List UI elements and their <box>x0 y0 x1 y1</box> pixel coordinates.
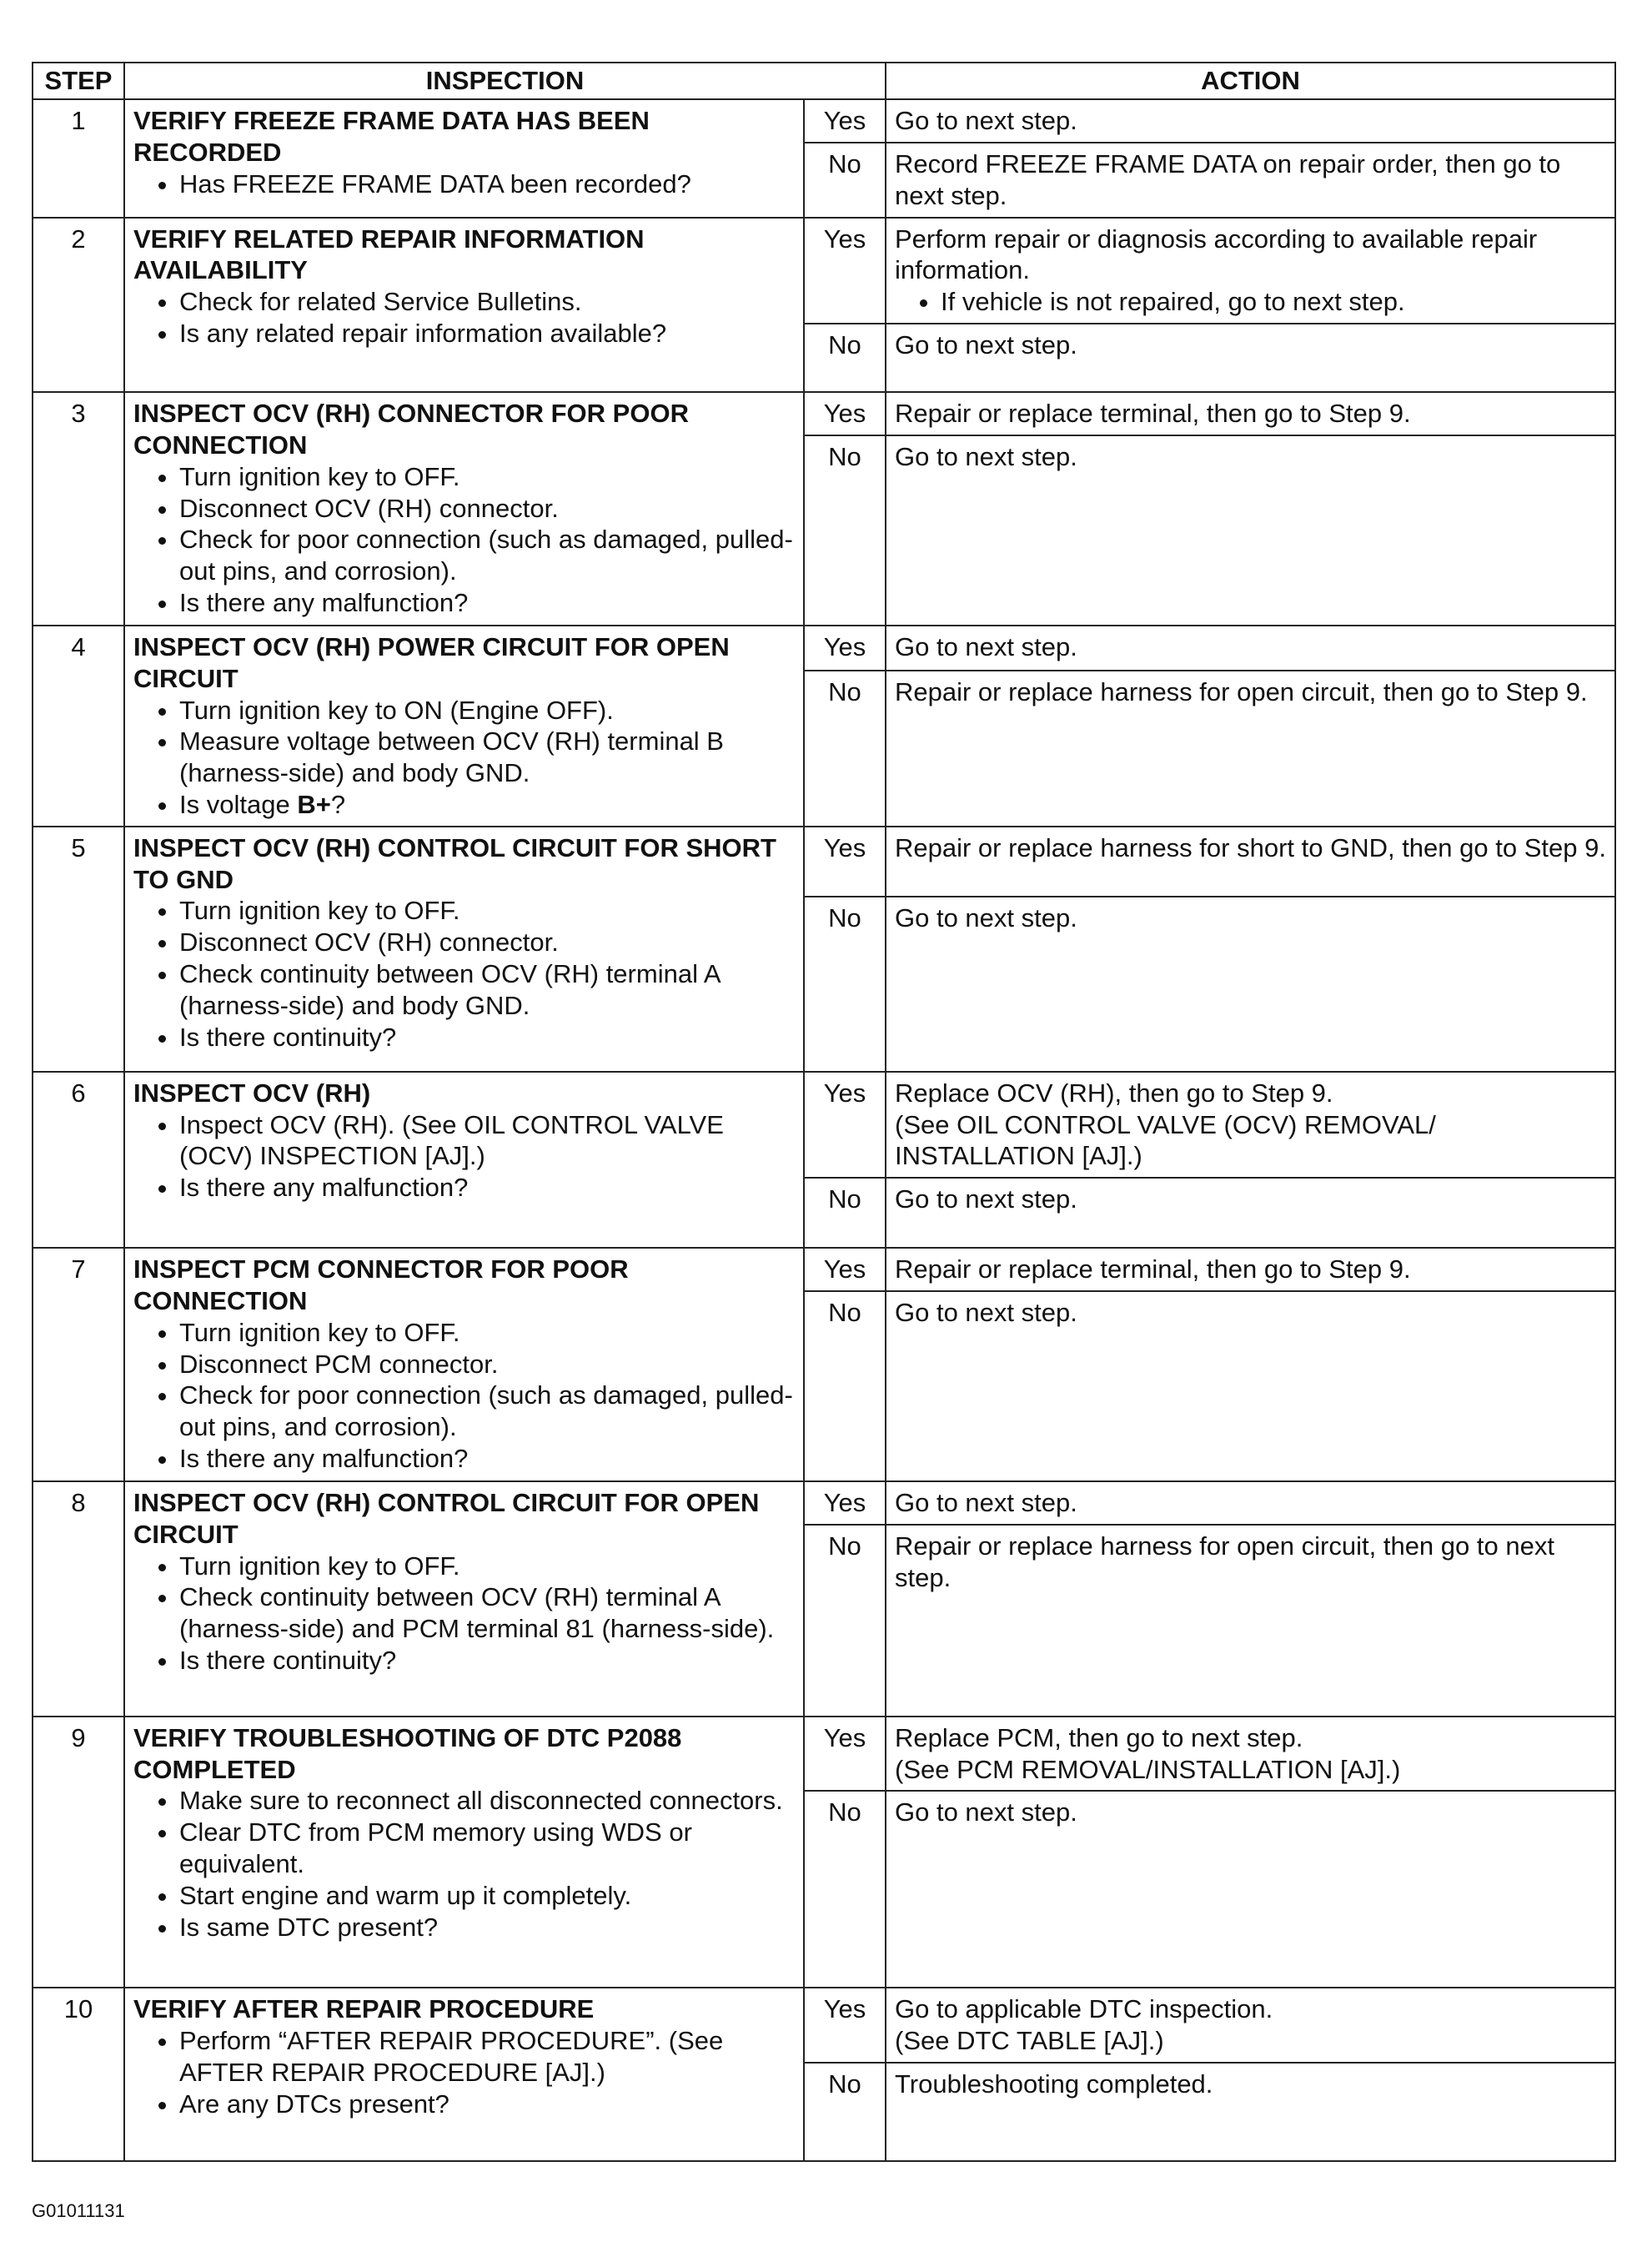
header-inspection: INSPECTION <box>124 63 886 99</box>
action-bullets <box>895 286 1606 318</box>
step-number: 10 <box>33 1988 124 2161</box>
inspection-bullet: • Is there any malfunction? <box>179 1172 795 1204</box>
inspection-bullet: • Check for poor connection (such as damaged, pulled-out pins, and corrosion). <box>179 524 795 587</box>
step-number: 9 <box>33 1717 124 1988</box>
action-no <box>886 1291 1615 1481</box>
action-yes <box>886 1481 1615 1525</box>
inspection-title: INSPECT OCV (RH) POWER CIRCUIT FOR OPEN CIRCUIT <box>133 631 730 693</box>
action-text: Perform repair or diagnosis according to available repair information. <box>895 224 1538 285</box>
action-text: (See PCM REMOVAL/INSTALLATION [AJ].) <box>895 1754 1401 1784</box>
inspection-cell <box>124 827 804 1072</box>
inspection-bullet: • Make sure to reconnect all disconnected connectors. <box>179 1785 795 1817</box>
action-text: Go to next step. <box>895 631 1077 661</box>
action-no <box>886 1178 1615 1248</box>
inspection-bullets <box>133 1317 795 1475</box>
inspection-bullet: • Turn ignition key to OFF. <box>179 1317 795 1349</box>
table-row <box>33 1072 1615 1178</box>
action-yes <box>886 626 1615 671</box>
action-text: (See DTC TABLE [AJ].) <box>895 2026 1164 2056</box>
inspection-bullet: • Is there any malfunction? <box>179 587 795 619</box>
yes-label: Yes <box>804 626 886 671</box>
inspection-cell <box>124 1481 804 1717</box>
action-text: Replace PCM, then go to next step. <box>895 1722 1303 1752</box>
action-yes <box>886 827 1615 897</box>
inspection-cell <box>124 392 804 626</box>
inspection-bullet: • Clear DTC from PCM memory using WDS or equivalent. <box>179 1817 795 1880</box>
action-text: Repair or replace terminal, then go to Step 9. <box>895 1254 1411 1284</box>
bullet-text: ? <box>330 789 346 819</box>
inspection-title: VERIFY RELATED REPAIR INFORMATION AVAILABILITY <box>133 224 645 285</box>
inspection-bullets <box>133 695 795 821</box>
step-number: 2 <box>33 218 124 392</box>
inspection-title: VERIFY TROUBLESHOOTING OF DTC P2088 COMPLETED <box>133 1722 682 1784</box>
table-row <box>33 827 1615 897</box>
no-label: No <box>804 1178 886 1248</box>
inspection-cell <box>124 99 804 218</box>
inspection-bullet: • Check for related Service Bulletins. <box>179 286 795 318</box>
action-bullet: • If vehicle is not repaired, go to next step. <box>941 286 1606 318</box>
inspection-bullet: • Measure voltage between OCV (RH) terminal B (harness-side) and body GND. <box>179 726 795 789</box>
inspection-bullets <box>133 168 795 200</box>
table-row <box>33 1248 1615 1291</box>
inspection-cell <box>124 1988 804 2161</box>
yes-label: Yes <box>804 1988 886 2063</box>
action-text: Go to applicable DTC inspection. <box>895 1994 1273 2024</box>
inspection-cell <box>124 1072 804 1248</box>
table-row <box>33 392 1615 435</box>
header-step: STEP <box>33 63 124 99</box>
inspection-bullet: • Is same DTC present? <box>179 1912 795 1943</box>
inspection-bullet: • Is there any malfunction? <box>179 1443 795 1475</box>
inspection-bullet: • Is there continuity? <box>179 1022 795 1053</box>
action-yes <box>886 1072 1615 1178</box>
header-row <box>33 63 1615 99</box>
action-text: Repair or replace harness for open circuit, then go to Step 9. <box>895 676 1588 706</box>
action-text: Go to next step. <box>895 1488 1077 1517</box>
action-text: Record FREEZE FRAME DATA on repair order, then go to next step. <box>895 149 1561 210</box>
header-action: ACTION <box>886 63 1615 99</box>
inspection-bullet <box>179 789 795 821</box>
action-yes <box>886 1717 1615 1792</box>
inspection-bullet: • Turn ignition key to OFF. <box>179 461 795 493</box>
step-number: 1 <box>33 99 124 218</box>
step-number: 7 <box>33 1248 124 1481</box>
inspection-bullets <box>133 286 795 349</box>
action-no <box>886 435 1615 626</box>
inspection-title: VERIFY FREEZE FRAME DATA HAS BEEN RECORDED <box>133 106 650 167</box>
step-number: 5 <box>33 827 124 1072</box>
troubleshooting-table <box>32 62 1616 2162</box>
no-label: No <box>804 324 886 392</box>
inspection-bullet: • Are any DTCs present? <box>179 2089 795 2120</box>
inspection-bullet: • Is any related repair information available? <box>179 318 795 349</box>
action-text: Go to next step. <box>895 330 1077 360</box>
action-text: Go to next step. <box>895 1184 1077 1214</box>
no-label: No <box>804 2063 886 2161</box>
inspection-title: INSPECT PCM CONNECTOR FOR POOR CONNECTION <box>133 1254 629 1315</box>
inspection-cell <box>124 1248 804 1481</box>
yes-label: Yes <box>804 1481 886 1525</box>
yes-label: Yes <box>804 392 886 435</box>
inspection-bullet: • Turn ignition key to ON (Engine OFF). <box>179 695 795 726</box>
action-no <box>886 324 1615 392</box>
inspection-bullet: • Check for poor connection (such as damaged, pulled-out pins, and corrosion). <box>179 1380 795 1443</box>
inspection-bullet: • Disconnect PCM connector. <box>179 1349 795 1380</box>
inspection-bullet: • Turn ignition key to OFF. <box>179 1551 795 1582</box>
action-no <box>886 143 1615 218</box>
action-text: Go to next step. <box>895 106 1077 135</box>
figure-code: G01011131 <box>32 2200 125 2221</box>
action-text: Replace OCV (RH), then go to Step 9. <box>895 1078 1333 1108</box>
step-number: 3 <box>33 392 124 626</box>
table-row <box>33 99 1615 143</box>
inspection-bullet: • Perform “AFTER REPAIR PROCEDURE”. (See AFTER REPAIR PROCEDURE [AJ].) <box>179 2025 795 2089</box>
yes-label: Yes <box>804 827 886 897</box>
bullet-bold-text: B+ <box>297 789 331 819</box>
no-label: No <box>804 671 886 827</box>
action-yes <box>886 1248 1615 1291</box>
action-text: Troubleshooting completed. <box>895 2069 1213 2099</box>
inspection-bullet: • Is there continuity? <box>179 1645 795 1676</box>
inspection-bullet: • Turn ignition key to OFF. <box>179 895 795 927</box>
action-text: Repair or replace harness for open circuit, then go to next step. <box>895 1531 1554 1592</box>
action-yes <box>886 1988 1615 2063</box>
action-no <box>886 1791 1615 1988</box>
inspection-title: INSPECT OCV (RH) <box>133 1078 371 1108</box>
no-label: No <box>804 1791 886 1988</box>
inspection-bullet: • Disconnect OCV (RH) connector. <box>179 927 795 958</box>
inspection-bullet: • Check continuity between OCV (RH) terminal A (harness-side) and PCM terminal 81 (harness-side). <box>179 1581 795 1645</box>
action-text: Repair or replace harness for short to GND, then go to Step 9. <box>895 832 1606 862</box>
action-no <box>886 897 1615 1072</box>
inspection-bullet: • Inspect OCV (RH). (See OIL CONTROL VALVE (OCV) INSPECTION [AJ].) <box>179 1109 795 1173</box>
table-row <box>33 1988 1615 2063</box>
bullet-text: Is voltage <box>179 789 298 819</box>
yes-label: Yes <box>804 1248 886 1291</box>
step-number: 4 <box>33 626 124 827</box>
table-row <box>33 626 1615 671</box>
no-label: No <box>804 435 886 626</box>
action-text: Go to next step. <box>895 902 1077 932</box>
inspection-bullets <box>133 1551 795 1676</box>
inspection-bullets <box>133 1785 795 1943</box>
yes-label: Yes <box>804 99 886 143</box>
action-yes <box>886 218 1615 324</box>
inspection-bullet: • Disconnect OCV (RH) connector. <box>179 493 795 525</box>
inspection-bullets <box>133 895 795 1053</box>
action-text: (See OIL CONTROL VALVE (OCV) REMOVAL/ INSTALLATION [AJ].) <box>895 1109 1436 1171</box>
action-text: Go to next step. <box>895 1797 1077 1827</box>
no-label: No <box>804 1525 886 1717</box>
inspection-cell <box>124 218 804 392</box>
no-label: No <box>804 1291 886 1481</box>
inspection-cell <box>124 626 804 827</box>
inspection-cell <box>124 1717 804 1988</box>
inspection-title: INSPECT OCV (RH) CONNECTOR FOR POOR CONNECTION <box>133 399 689 460</box>
step-number: 8 <box>33 1481 124 1717</box>
step-number: 6 <box>33 1072 124 1248</box>
action-yes <box>886 392 1615 435</box>
yes-label: Yes <box>804 1717 886 1792</box>
table-row <box>33 1717 1615 1792</box>
table-row <box>33 1481 1615 1525</box>
inspection-bullets <box>133 461 795 619</box>
yes-label: Yes <box>804 218 886 324</box>
table-body <box>33 99 1615 2161</box>
inspection-bullet: • Start engine and warm up it completely. <box>179 1880 795 1912</box>
action-yes <box>886 99 1615 143</box>
action-no <box>886 2063 1615 2161</box>
inspection-bullet: • Check continuity between OCV (RH) terminal A (harness-side) and body GND. <box>179 958 795 1022</box>
inspection-bullets <box>133 2025 795 2119</box>
inspection-title: INSPECT OCV (RH) CONTROL CIRCUIT FOR OPEN CIRCUIT <box>133 1488 760 1549</box>
action-text: Repair or replace terminal, then go to Step 9. <box>895 399 1411 429</box>
inspection-bullet: • Has FREEZE FRAME DATA been recorded? <box>179 168 795 200</box>
inspection-bullets <box>133 1109 795 1204</box>
inspection-title: INSPECT OCV (RH) CONTROL CIRCUIT FOR SHORT TO GND <box>133 832 776 894</box>
no-label: No <box>804 143 886 218</box>
inspection-title: VERIFY AFTER REPAIR PROCEDURE <box>133 1994 595 2024</box>
action-text: Go to next step. <box>895 441 1077 471</box>
yes-label: Yes <box>804 1072 886 1178</box>
action-no <box>886 671 1615 827</box>
table-row <box>33 218 1615 324</box>
action-no <box>886 1525 1615 1717</box>
no-label: No <box>804 897 886 1072</box>
action-text: Go to next step. <box>895 1298 1077 1327</box>
